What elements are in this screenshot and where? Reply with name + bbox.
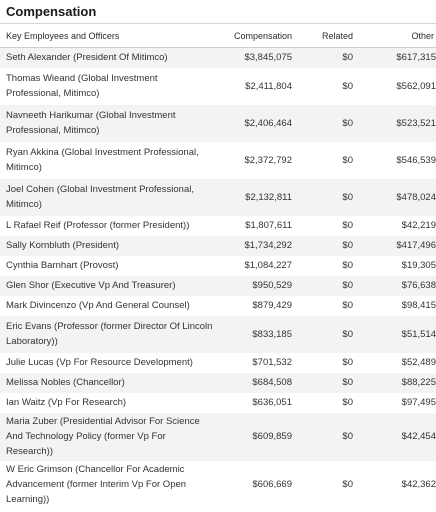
compensation-value: $684,508: [218, 373, 292, 393]
related-value: $0: [292, 413, 354, 461]
other-value: $562,091: [396, 80, 436, 92]
table-row: [0, 353, 436, 373]
table-row: [0, 179, 436, 216]
related-value: $0: [342, 154, 353, 166]
column-header-related: Related: [292, 24, 354, 48]
related-value: $0: [342, 357, 353, 368]
employee-name: W Eric Grimson (Chancellor For Academic Advancement (former Interim Vp For Open Learning)): [6, 464, 187, 505]
other-value: $417,496: [354, 236, 436, 256]
table-row: [0, 276, 436, 296]
employee-name: Cynthia Barnhart (Provost): [6, 260, 119, 271]
other-value: $478,024: [354, 179, 436, 216]
other-value: $546,539: [396, 154, 436, 166]
compensation-value: $609,859: [218, 413, 292, 461]
employee-name: Navneeth Harikumar (Global Investment Professional, Mitimco): [0, 105, 218, 142]
compensation-value: $950,529: [218, 276, 292, 296]
related-value: $0: [342, 260, 353, 271]
table-row: [0, 316, 436, 353]
compensation-value: $1,734,292: [218, 236, 292, 256]
table-row: [0, 256, 436, 276]
table-row: [0, 296, 436, 316]
column-header-other: Other: [354, 24, 436, 48]
employee-name: Eric Evans (Professor (former Director Of Lincoln Laboratory)): [0, 316, 218, 353]
compensation-table: [0, 24, 436, 509]
table-row: [0, 373, 436, 393]
other-value: $52,489: [401, 357, 436, 368]
column-header-compensation: Compensation: [218, 24, 292, 48]
related-value: $0: [342, 80, 353, 92]
table-row: [0, 105, 436, 142]
other-value: $617,315: [354, 48, 436, 68]
other-value: $19,305: [401, 260, 436, 271]
related-value: $0: [292, 316, 354, 353]
compensation-value: $701,532: [252, 357, 292, 368]
employee-name: Joel Cohen (Global Investment Professional, Mitimco): [0, 179, 218, 216]
compensation-value: $3,845,075: [218, 48, 292, 68]
table-row: [0, 48, 436, 68]
compensation-value: $1,084,227: [244, 260, 292, 271]
table-header-row: [0, 24, 436, 48]
compensation-value: $606,669: [252, 479, 292, 490]
column-header-name: Key Employees and Officers: [0, 24, 218, 48]
employee-name: Thomas Wieand (Global Investment Professional, Mitimco): [6, 73, 158, 99]
table-row: [0, 393, 436, 413]
related-value: $0: [292, 373, 354, 393]
related-value: $0: [342, 300, 353, 311]
compensation-value: $636,051: [252, 397, 292, 408]
related-value: $0: [342, 479, 353, 490]
related-value: $0: [292, 236, 354, 256]
compensation-value: $1,807,611: [245, 220, 292, 231]
other-value: $42,362: [401, 479, 436, 490]
table-row: [0, 68, 436, 105]
related-value: $0: [292, 105, 354, 142]
related-value: $0: [292, 276, 354, 296]
employee-name: Mark Divincenzo (Vp And General Counsel): [6, 300, 190, 311]
compensation-value: $2,132,811: [218, 179, 292, 216]
employee-name: Julie Lucas (Vp For Resource Development): [6, 357, 193, 368]
table-row: [0, 413, 436, 461]
employee-name: Ian Waitz (Vp For Research): [6, 397, 127, 408]
table-row: [0, 216, 436, 236]
compensation-value: $879,429: [252, 300, 292, 311]
other-value: $88,225: [354, 373, 436, 393]
other-value: $97,495: [401, 397, 436, 408]
other-value: $76,638: [354, 276, 436, 296]
compensation-value: $833,185: [218, 316, 292, 353]
section-title: Compensation: [6, 4, 97, 19]
related-value: $0: [342, 220, 353, 231]
employee-name: Seth Alexander (President Of Mitimco): [0, 48, 218, 68]
compensation-value: $2,411,804: [245, 80, 292, 92]
table-row: [0, 142, 436, 179]
employee-name: Melissa Nobles (Chancellor): [0, 373, 218, 393]
other-value: $51,514: [354, 316, 436, 353]
employee-name: Glen Shor (Executive Vp And Treasurer): [0, 276, 218, 296]
other-value: $42,454: [354, 413, 436, 461]
table-row: [0, 461, 436, 509]
related-value: $0: [292, 179, 354, 216]
related-value: $0: [292, 48, 354, 68]
compensation-value: $2,406,464: [218, 105, 292, 142]
employee-name: L Rafael Reif (Professor (former President)): [6, 220, 190, 231]
employee-name: Sally Kornbluth (President): [0, 236, 218, 256]
related-value: $0: [342, 397, 353, 408]
compensation-value: $2,372,792: [244, 154, 292, 166]
other-value: $98,415: [401, 300, 436, 311]
other-value: $523,521: [354, 105, 436, 142]
other-value: $42,219: [401, 220, 436, 231]
employee-name: Maria Zuber (Presidential Advisor For Science And Technology Policy (former Vp For Research)): [0, 413, 218, 461]
table-row: [0, 236, 436, 256]
employee-name: Ryan Akkina (Global Investment Professional, Mitimco): [6, 147, 199, 173]
